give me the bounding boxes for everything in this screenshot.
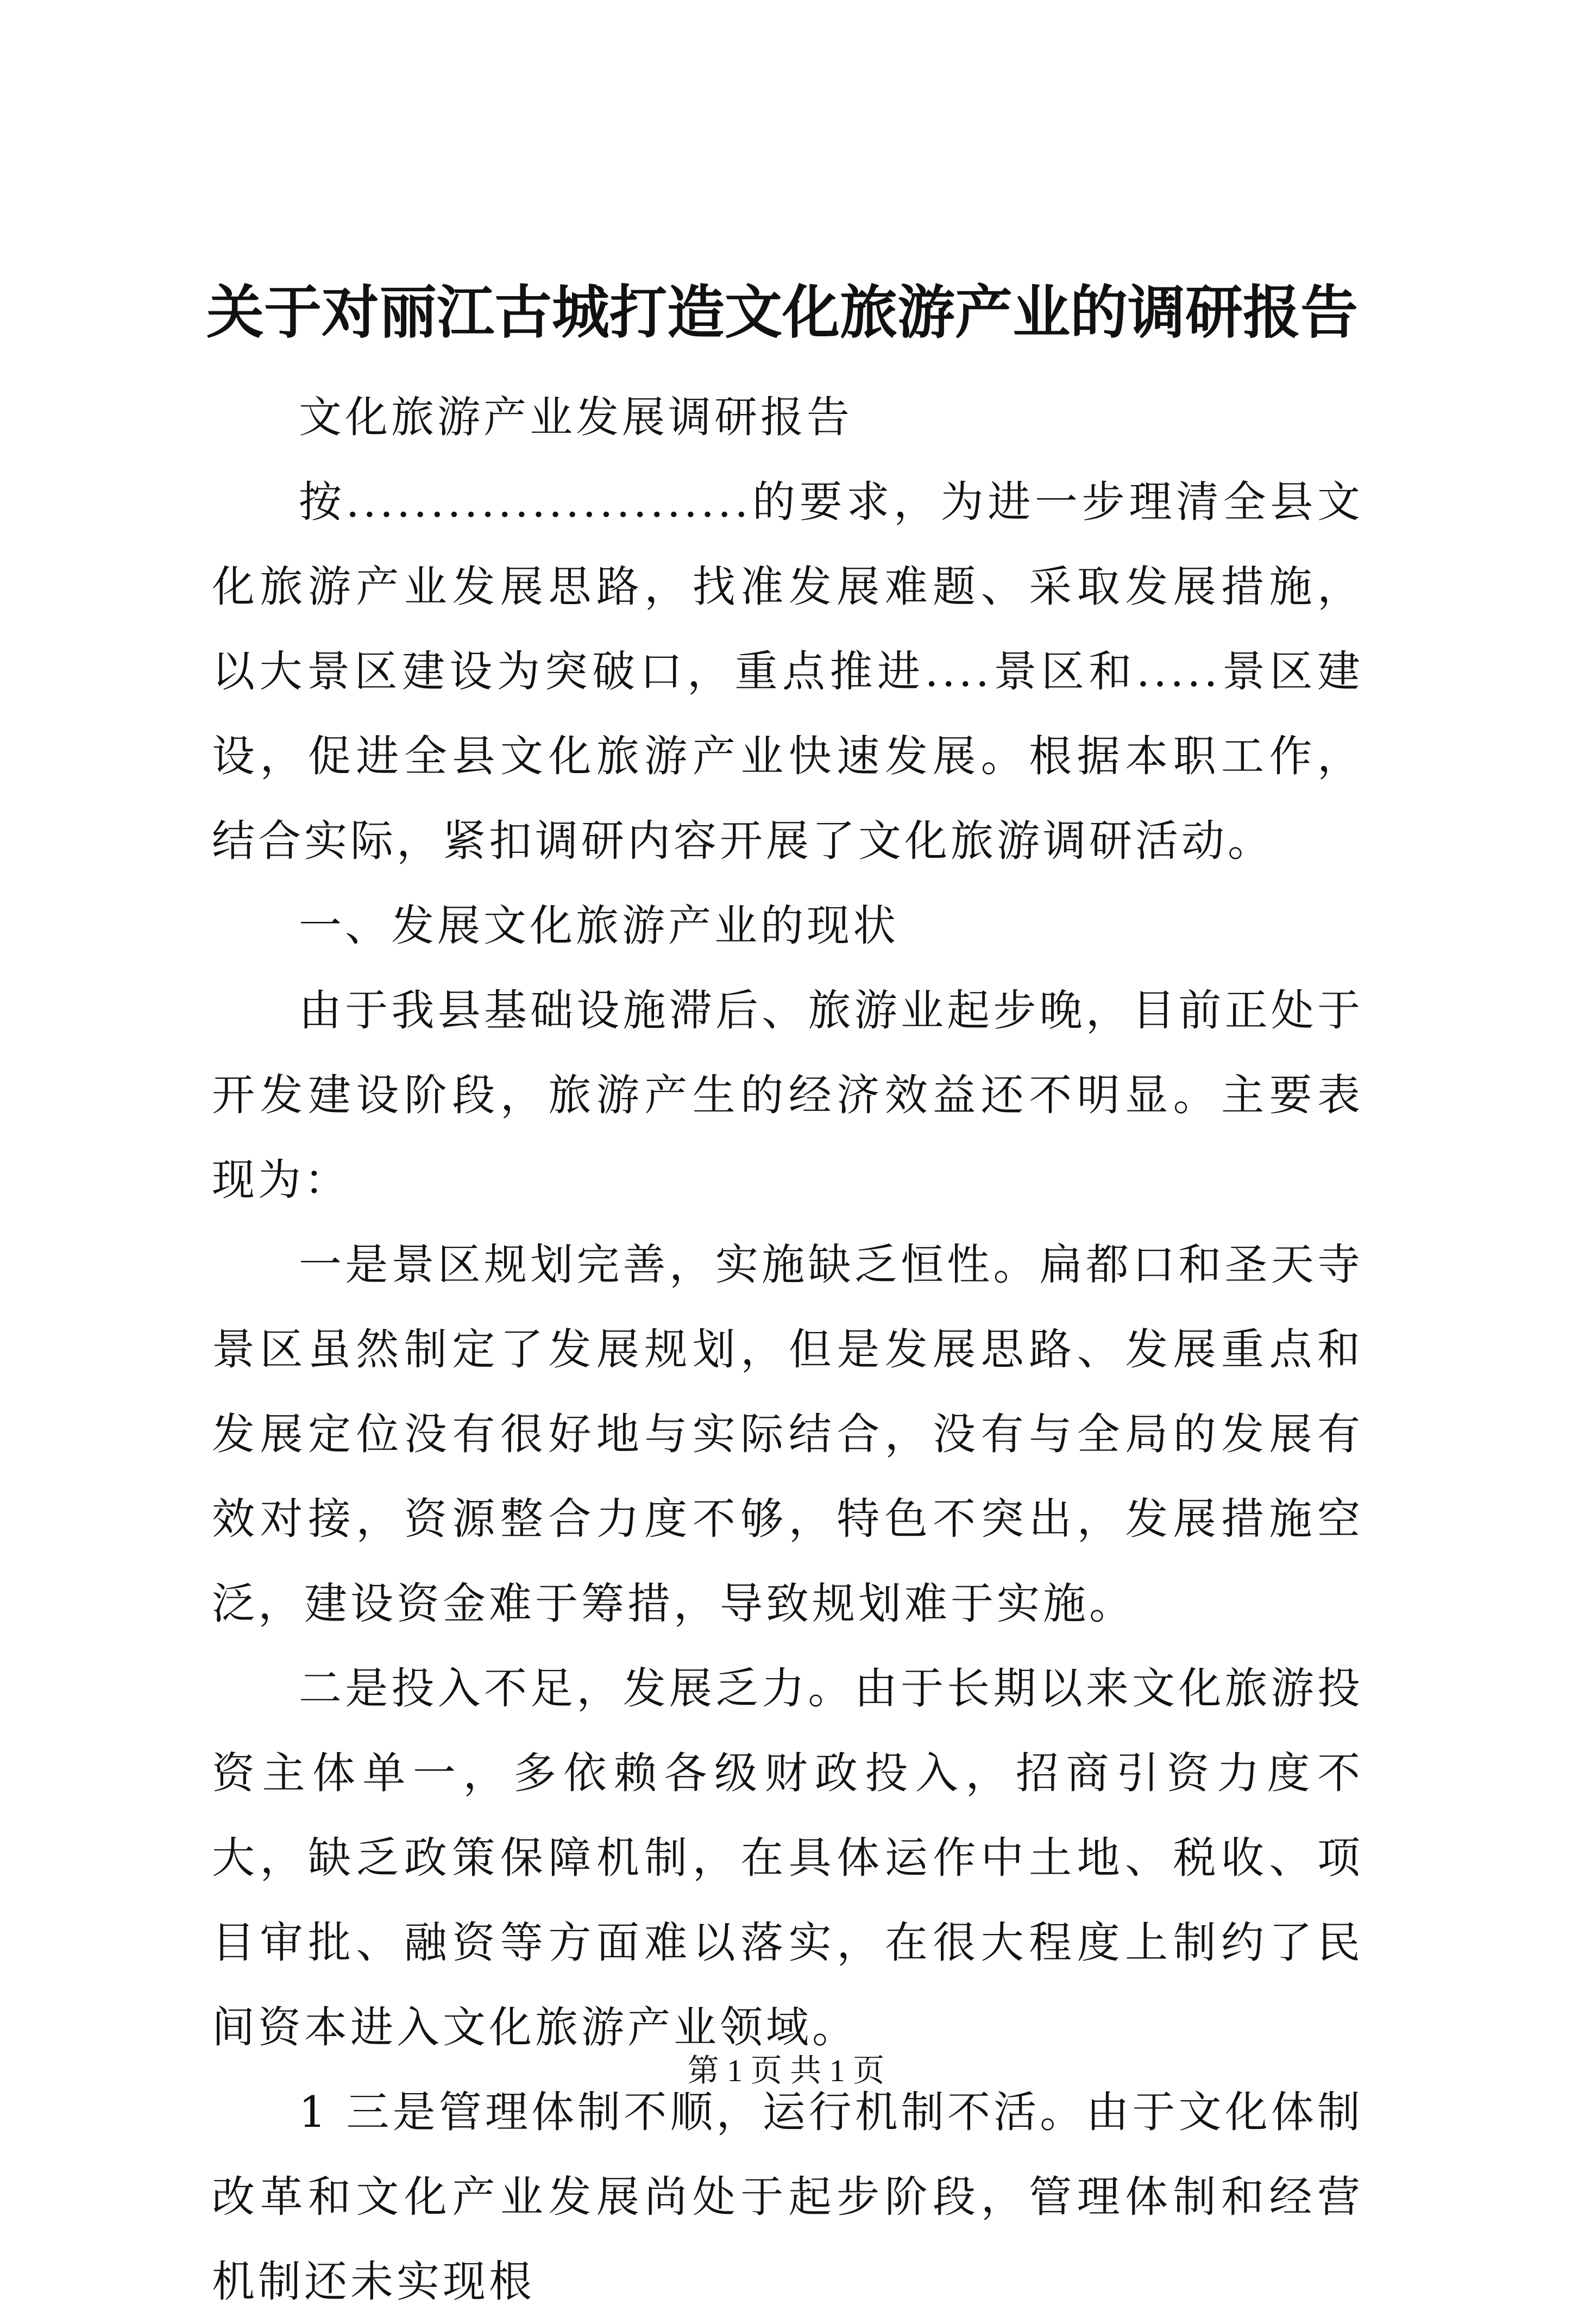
body-paragraph: 由于我县基础设施滞后、旅游业起步晚，目前正处于开发建设阶段，旅游产生的经济效益还不明显。主要表现为： — [212, 985, 1363, 1205]
subtitle-paragraph: 文化旅游产业发展调研报告 — [299, 392, 853, 442]
body-paragraph: 二是投入不足，发展乏力。由于长期以来文化旅游投资主体单一，多依赖各级财政投入，招商引资力度不大，缺乏政策保障机制，在具体运作中土地、税收、项目审批、融资等方面难以落实，在很大程度上制约了民间资本进入文化旅游产业领域。 — [212, 1663, 1363, 2052]
page-footer — [0, 2049, 1572, 2093]
intro-paragraph: 按........................的要求，为进一步理清全县文化旅游产业发展思路，找准发展难题、采取发展措施，以大景区建设为突破口，重点推进....景区和.....景区建设，促进全县文化旅游产业快速发展。根据本职工作，结合实际，紧扣调研内容开展了文化旅游调研活动。 — [212, 477, 1363, 866]
document-body — [212, 375, 1363, 2324]
page-number: 第 1 页 共 1 页 — [687, 2053, 885, 2088]
body-paragraph: 1 三是管理体制不顺，运行机制不活。由于文化体制改革和文化产业发展尚处于起步阶段，管理体制和经营机制还未实现根 — [212, 2087, 1363, 2307]
document-title: 关于对丽江古城打造文化旅游产业的调研报告 — [206, 278, 1358, 346]
body-paragraph: 一是景区规划完善，实施缺乏恒性。扁都口和圣天寺景区虽然制定了发展规划，但是发展思路、发展重点和发展定位没有很好地与实际结合，没有与全局的发展有效对接，资源整合力度不够，特色不突出，发展措施空泛，建设资金难于筹措，导致规划难于实施。 — [212, 1240, 1363, 1629]
section-heading: 一、发展文化旅游产业的现状 — [299, 901, 899, 951]
